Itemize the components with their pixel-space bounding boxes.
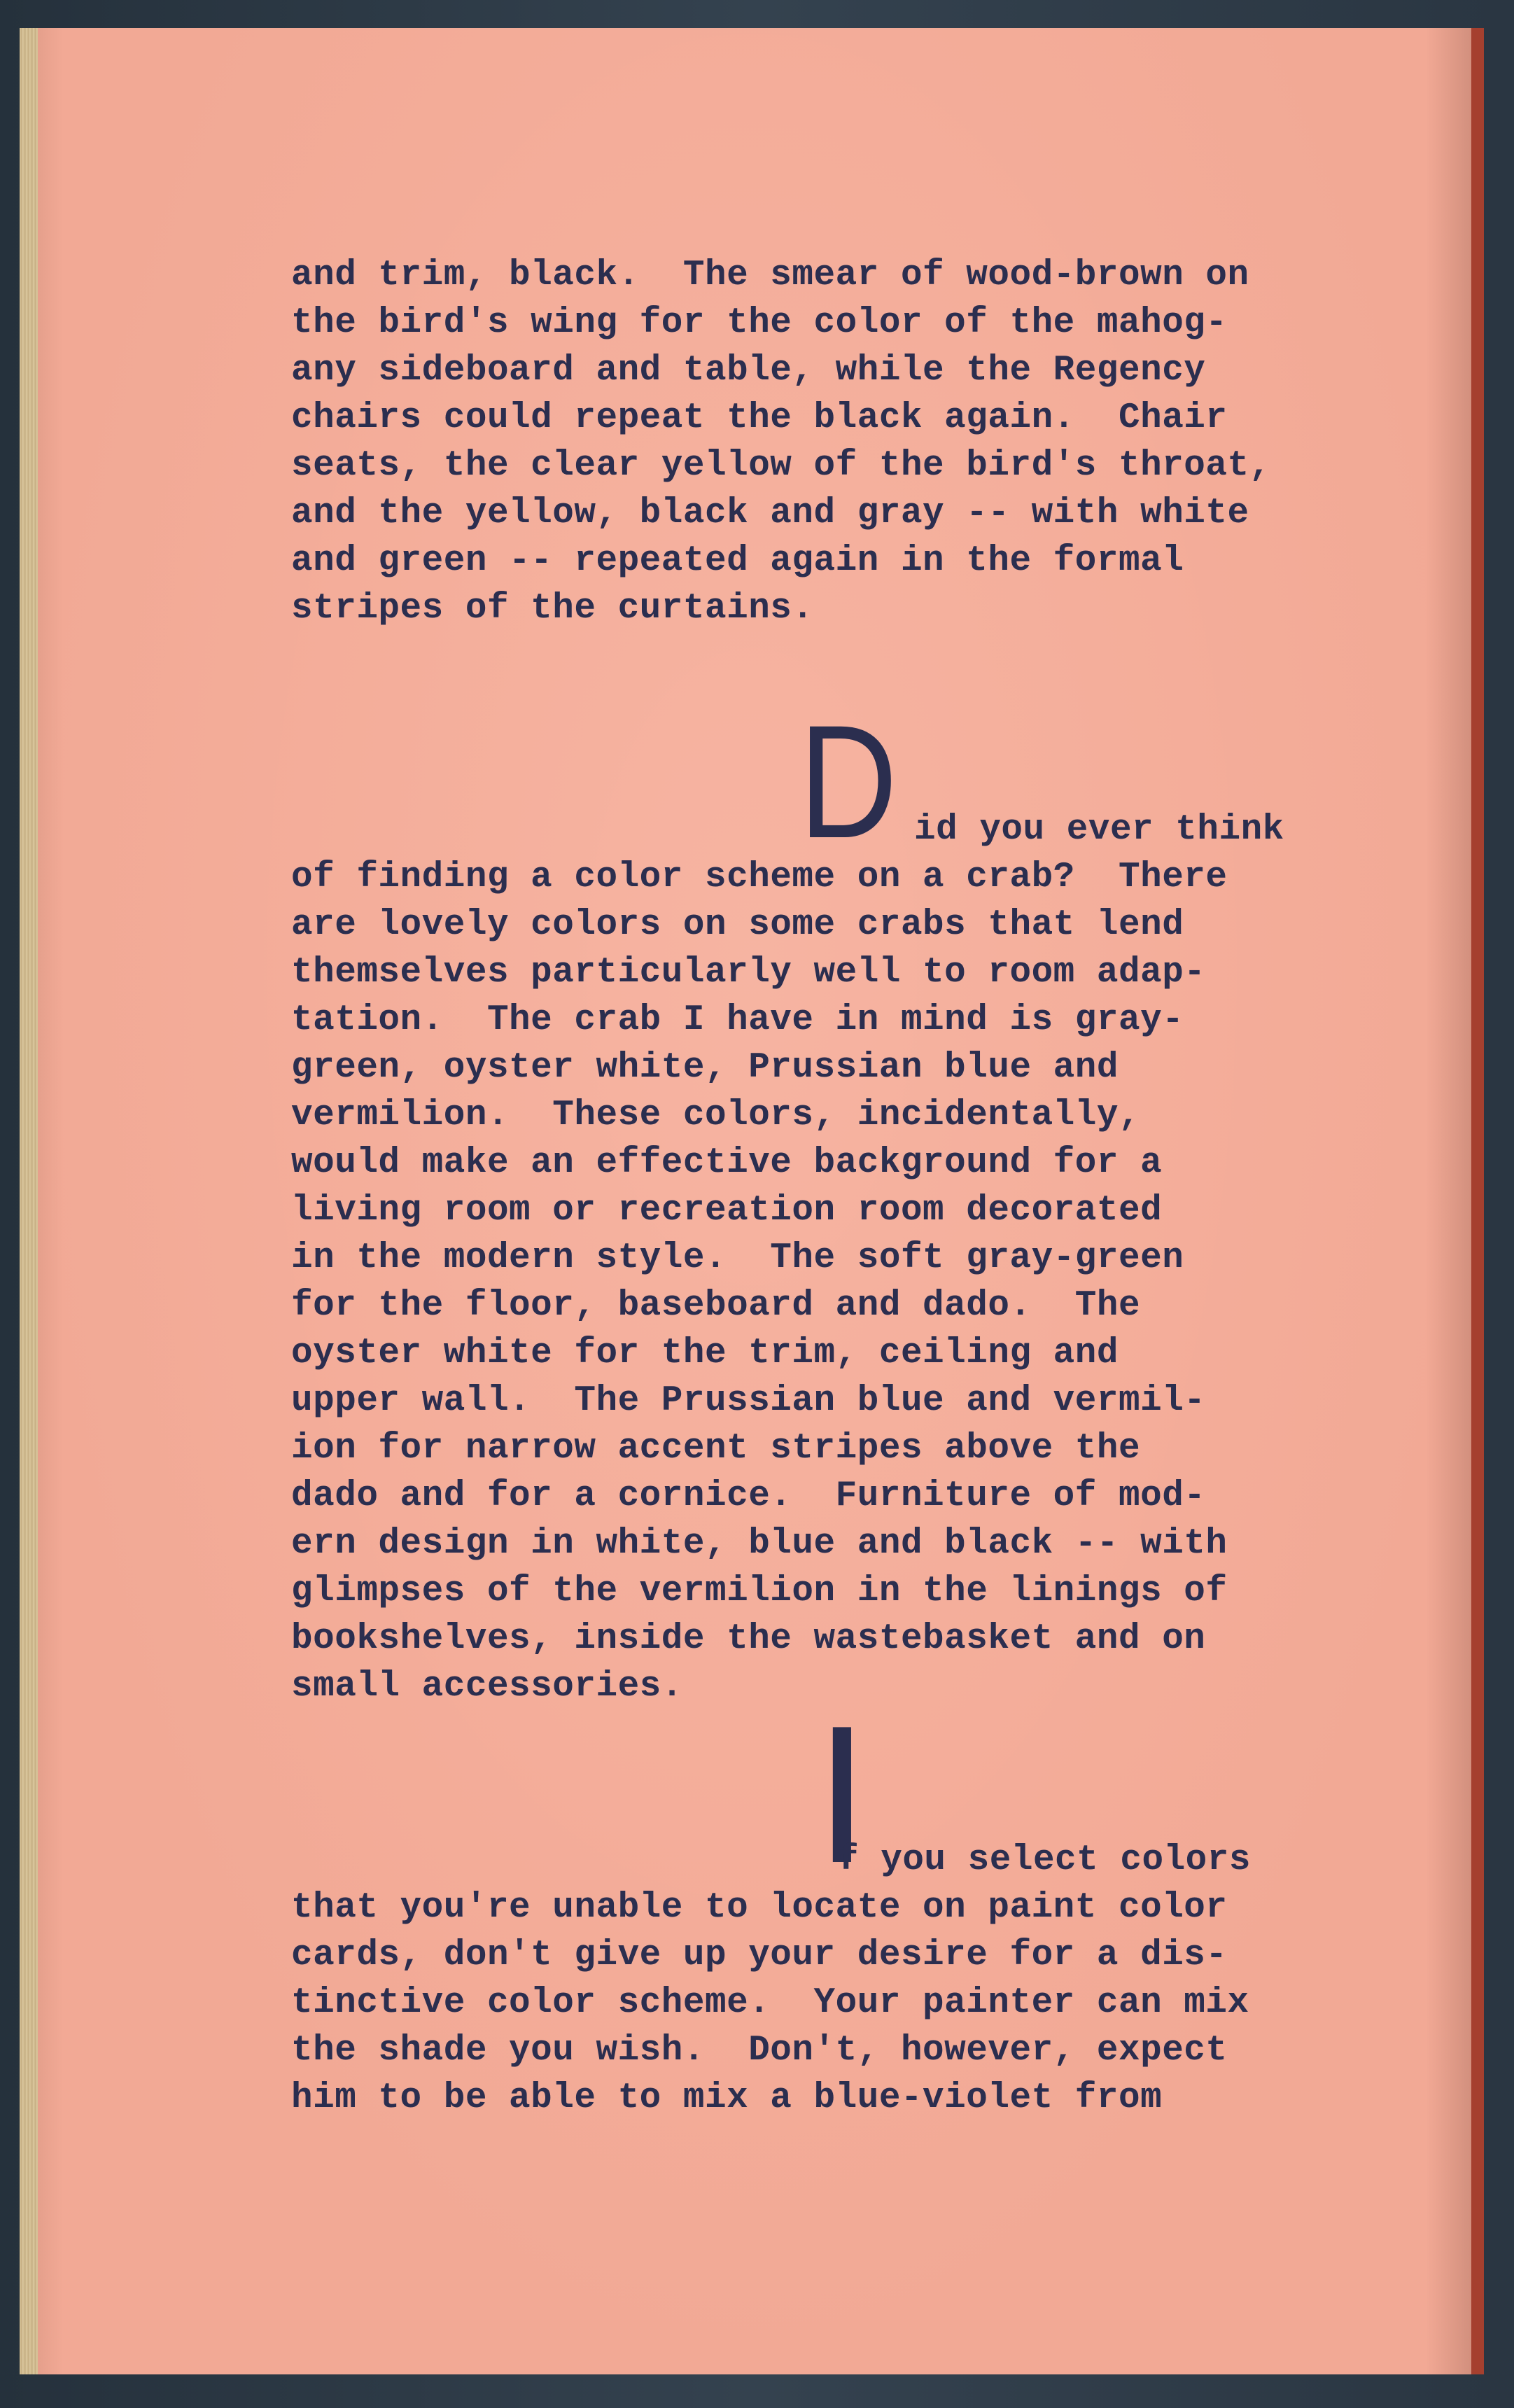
drop-cap-line: [291, 692, 1383, 872]
text-line: of finding a color scheme on a crab? There: [291, 858, 1228, 897]
drop-cap-i: I: [815, 1686, 870, 1904]
page-edges: [20, 28, 38, 2374]
text-line: themselves particularly well to room adap-: [291, 953, 1206, 993]
text-line: small accessories.: [291, 1667, 683, 1707]
paragraph-2: [291, 692, 1383, 1711]
text-line: upper wall. The Prussian blue and vermil-: [291, 1381, 1206, 1421]
text-line: him to be able to mix a blue-violet from: [291, 2078, 1163, 2118]
text-line: tation. The crab I have in mind is gray-: [291, 1000, 1184, 1040]
paragraph-1: [291, 252, 1383, 633]
text-line: cards, don't give up your desire for a dis-: [291, 1935, 1228, 1975]
text-line: oyster white for the trim, ceiling and: [291, 1334, 1119, 1373]
text-line: for the floor, baseboard and dado. The: [291, 1286, 1141, 1326]
first-line-text: id you ever think: [914, 810, 1284, 850]
text-line: that you're unable to locate on paint color: [291, 1888, 1228, 1928]
text-line: green, oyster white, Prussian blue and: [291, 1048, 1119, 1088]
first-line-text: f you select colors: [837, 1840, 1251, 1880]
text-line: living room or recreation room decorated: [291, 1191, 1163, 1231]
text-line: are lovely colors on some crabs that lend: [291, 905, 1184, 945]
text-line: any sideboard and table, while the Regency: [291, 351, 1206, 391]
book-page: [20, 28, 1484, 2374]
text-line: tinctive color scheme. Your painter can mix: [291, 1983, 1249, 2023]
text-line: in the modern style. The soft gray-green: [291, 1238, 1184, 1278]
text-line: and green -- repeated again in the formal: [291, 541, 1184, 581]
text-line: chairs could repeat the black again. Chair: [291, 398, 1228, 438]
text-line: the shade you wish. Don't, however, expect: [291, 2031, 1228, 2071]
drop-cap-d: D: [799, 692, 898, 872]
typed-text-body: [291, 252, 1383, 2122]
text-line: bookshelves, inside the wastebasket and on: [291, 1619, 1206, 1659]
page-right-edge: [1471, 28, 1484, 2374]
text-line: and trim, black. The smear of wood-brown on: [291, 255, 1249, 295]
text-line: stripes of the curtains.: [291, 589, 814, 629]
text-line: glimpses of the vermilion in the linings of: [291, 1572, 1228, 1611]
text-line: ion for narrow accent stripes above the: [291, 1429, 1141, 1469]
text-line: vermilion. These colors, incidentally,: [291, 1096, 1141, 1135]
text-line: the bird's wing for the color of the mahog-: [291, 303, 1228, 343]
text-line: ern design in white, blue and black -- with: [291, 1524, 1228, 1564]
text-line: dado and for a cornice. Furniture of mod-: [291, 1476, 1206, 1516]
text-line: would make an effective background for a: [291, 1143, 1163, 1183]
text-line: seats, the clear yellow of the bird's throat,: [291, 446, 1271, 486]
text-line: and the yellow, black and gray -- with white: [291, 493, 1249, 533]
